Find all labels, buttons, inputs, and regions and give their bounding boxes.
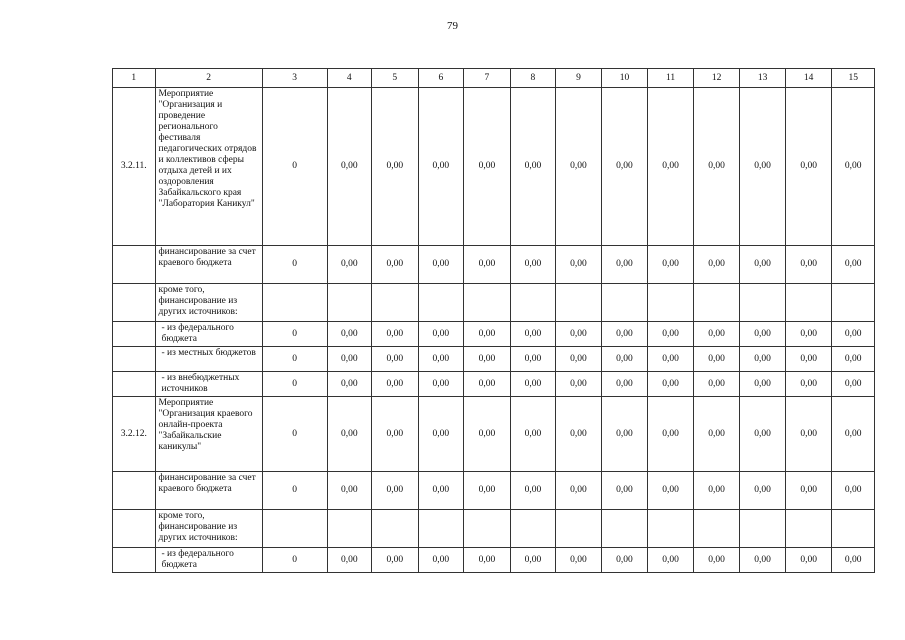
value-cell: 0,00 <box>740 372 786 397</box>
value-cell <box>510 284 556 322</box>
value-cell: 0 <box>262 548 327 573</box>
value-cell <box>262 284 327 322</box>
row-description: кроме того, финансирование из других источников: <box>155 284 262 322</box>
value-cell: 0,00 <box>693 472 740 510</box>
value-cell: 0,00 <box>372 246 419 284</box>
value-cell: 0,00 <box>510 322 556 347</box>
row-description: финансирование за счет краевого бюджета <box>155 472 262 510</box>
column-header: 4 <box>327 69 372 88</box>
value-cell: 0,00 <box>327 322 372 347</box>
value-cell: 0,00 <box>464 322 511 347</box>
value-cell: 0,00 <box>832 372 875 397</box>
column-header: 5 <box>372 69 419 88</box>
row-number: 3.2.11. <box>113 88 156 246</box>
value-cell: 0,00 <box>327 347 372 372</box>
table-row <box>113 322 875 347</box>
table-row <box>113 372 875 397</box>
value-cell: 0,00 <box>832 88 875 246</box>
value-cell <box>418 510 464 548</box>
column-header: 8 <box>510 69 556 88</box>
value-cell: 0,00 <box>556 246 602 284</box>
value-cell <box>832 510 875 548</box>
column-header: 2 <box>155 69 262 88</box>
value-cell: 0,00 <box>693 548 740 573</box>
value-cell: 0,00 <box>556 472 602 510</box>
row-number <box>113 548 156 573</box>
value-cell: 0,00 <box>648 246 694 284</box>
value-cell: 0,00 <box>601 347 648 372</box>
value-cell <box>372 284 419 322</box>
table-row <box>113 472 875 510</box>
value-cell: 0,00 <box>740 347 786 372</box>
value-cell: 0,00 <box>418 472 464 510</box>
column-header: 7 <box>464 69 511 88</box>
value-cell: 0,00 <box>648 397 694 472</box>
table-row <box>113 284 875 322</box>
value-cell: 0,00 <box>693 88 740 246</box>
value-cell <box>556 510 602 548</box>
value-cell: 0,00 <box>418 372 464 397</box>
value-cell: 0,00 <box>785 246 832 284</box>
value-cell: 0,00 <box>510 548 556 573</box>
value-cell: 0,00 <box>556 322 602 347</box>
value-cell <box>327 284 372 322</box>
value-cell: 0,00 <box>740 472 786 510</box>
row-description: кроме того, финансирование из других источников: <box>155 510 262 548</box>
value-cell: 0,00 <box>785 322 832 347</box>
column-header: 9 <box>556 69 602 88</box>
value-cell <box>785 284 832 322</box>
value-cell: 0,00 <box>510 372 556 397</box>
value-cell <box>832 284 875 322</box>
row-description: - из федерального бюджета <box>155 322 262 347</box>
value-cell: 0,00 <box>785 347 832 372</box>
table-row <box>113 88 875 246</box>
column-header: 15 <box>832 69 875 88</box>
value-cell: 0,00 <box>418 347 464 372</box>
value-cell: 0,00 <box>693 397 740 472</box>
value-cell: 0 <box>262 88 327 246</box>
value-cell: 0,00 <box>601 397 648 472</box>
column-header: 11 <box>648 69 694 88</box>
row-number <box>113 510 156 548</box>
value-cell: 0,00 <box>418 548 464 573</box>
value-cell <box>648 510 694 548</box>
value-cell: 0,00 <box>556 372 602 397</box>
value-cell: 0,00 <box>740 246 786 284</box>
table-row <box>113 347 875 372</box>
value-cell <box>740 510 786 548</box>
value-cell: 0,00 <box>372 397 419 472</box>
row-number <box>113 372 156 397</box>
table-row <box>113 548 875 573</box>
value-cell: 0,00 <box>648 472 694 510</box>
value-cell: 0,00 <box>464 548 511 573</box>
value-cell: 0,00 <box>601 472 648 510</box>
value-cell: 0,00 <box>648 548 694 573</box>
row-number <box>113 472 156 510</box>
value-cell: 0,00 <box>372 472 419 510</box>
value-cell <box>693 510 740 548</box>
value-cell <box>601 284 648 322</box>
value-cell <box>327 510 372 548</box>
value-cell: 0,00 <box>785 88 832 246</box>
value-cell: 0,00 <box>327 397 372 472</box>
row-number <box>113 246 156 284</box>
row-description: Мероприятие "Организация краевого онлайн-проекта "Забайкальские каникулы" <box>155 397 262 472</box>
value-cell: 0,00 <box>372 372 419 397</box>
value-cell: 0,00 <box>327 246 372 284</box>
value-cell: 0,00 <box>740 397 786 472</box>
column-header: 12 <box>693 69 740 88</box>
value-cell: 0,00 <box>464 88 511 246</box>
value-cell: 0,00 <box>693 347 740 372</box>
value-cell: 0,00 <box>832 347 875 372</box>
value-cell: 0 <box>262 322 327 347</box>
value-cell <box>785 510 832 548</box>
value-cell: 0,00 <box>556 397 602 472</box>
row-number <box>113 347 156 372</box>
value-cell: 0,00 <box>556 347 602 372</box>
value-cell: 0 <box>262 397 327 472</box>
value-cell <box>418 284 464 322</box>
value-cell: 0,00 <box>464 347 511 372</box>
value-cell: 0,00 <box>556 88 602 246</box>
value-cell: 0,00 <box>785 548 832 573</box>
value-cell: 0,00 <box>418 322 464 347</box>
value-cell <box>510 510 556 548</box>
row-description: - из федерального бюджета <box>155 548 262 573</box>
value-cell: 0,00 <box>327 372 372 397</box>
value-cell: 0,00 <box>740 548 786 573</box>
row-number: 3.2.12. <box>113 397 156 472</box>
value-cell: 0,00 <box>601 372 648 397</box>
table-row <box>113 397 875 472</box>
value-cell: 0,00 <box>510 472 556 510</box>
value-cell: 0,00 <box>464 397 511 472</box>
value-cell: 0,00 <box>418 397 464 472</box>
row-number <box>113 284 156 322</box>
value-cell: 0,00 <box>832 397 875 472</box>
value-cell: 0,00 <box>327 548 372 573</box>
value-cell: 0,00 <box>556 548 602 573</box>
column-header: 6 <box>418 69 464 88</box>
value-cell: 0,00 <box>693 246 740 284</box>
value-cell: 0,00 <box>832 548 875 573</box>
value-cell: 0,00 <box>832 246 875 284</box>
column-header: 13 <box>740 69 786 88</box>
row-description: финансирование за счет краевого бюджета <box>155 246 262 284</box>
column-header: 10 <box>601 69 648 88</box>
value-cell: 0,00 <box>785 372 832 397</box>
row-description: - из местных бюджетов <box>155 347 262 372</box>
value-cell: 0,00 <box>601 246 648 284</box>
value-cell: 0,00 <box>648 347 694 372</box>
value-cell: 0,00 <box>601 88 648 246</box>
value-cell: 0 <box>262 347 327 372</box>
value-cell: 0 <box>262 246 327 284</box>
value-cell: 0,00 <box>785 397 832 472</box>
value-cell: 0,00 <box>601 322 648 347</box>
value-cell <box>601 510 648 548</box>
value-cell: 0,00 <box>693 372 740 397</box>
table-body <box>113 69 875 573</box>
value-cell: 0,00 <box>372 88 419 246</box>
header-row <box>113 69 875 88</box>
value-cell <box>464 510 511 548</box>
value-cell: 0,00 <box>510 246 556 284</box>
value-cell: 0,00 <box>372 548 419 573</box>
value-cell: 0,00 <box>648 322 694 347</box>
value-cell: 0,00 <box>648 372 694 397</box>
value-cell: 0,00 <box>648 88 694 246</box>
row-description: - из внебюджетных источников <box>155 372 262 397</box>
value-cell: 0,00 <box>464 246 511 284</box>
table-row <box>113 246 875 284</box>
page-number: 79 <box>447 20 458 32</box>
row-number <box>113 322 156 347</box>
column-header: 1 <box>113 69 156 88</box>
value-cell: 0,00 <box>418 246 464 284</box>
value-cell: 0,00 <box>510 88 556 246</box>
value-cell: 0,00 <box>785 472 832 510</box>
value-cell <box>372 510 419 548</box>
value-cell: 0 <box>262 372 327 397</box>
value-cell: 0,00 <box>832 322 875 347</box>
value-cell: 0,00 <box>740 88 786 246</box>
value-cell <box>740 284 786 322</box>
value-cell: 0,00 <box>510 347 556 372</box>
value-cell: 0,00 <box>693 322 740 347</box>
value-cell: 0,00 <box>740 322 786 347</box>
value-cell <box>464 284 511 322</box>
value-cell: 0,00 <box>327 88 372 246</box>
row-description: Мероприятие "Организация и проведение регионального фестиваля педагогических отрядов и коллективов сферы отдыха детей и их оздоровления Забайкальского края "Лаборатория Каникул" <box>155 88 262 246</box>
value-cell <box>648 284 694 322</box>
budget-table <box>112 68 875 573</box>
column-header: 3 <box>262 69 327 88</box>
column-header: 14 <box>785 69 832 88</box>
value-cell: 0,00 <box>601 548 648 573</box>
value-cell: 0,00 <box>372 322 419 347</box>
table-row <box>113 510 875 548</box>
value-cell: 0,00 <box>464 472 511 510</box>
value-cell: 0,00 <box>327 472 372 510</box>
value-cell <box>556 284 602 322</box>
value-cell: 0,00 <box>510 397 556 472</box>
value-cell: 0 <box>262 472 327 510</box>
value-cell <box>262 510 327 548</box>
value-cell: 0,00 <box>464 372 511 397</box>
value-cell <box>693 284 740 322</box>
value-cell: 0,00 <box>418 88 464 246</box>
value-cell: 0,00 <box>832 472 875 510</box>
value-cell: 0,00 <box>372 347 419 372</box>
